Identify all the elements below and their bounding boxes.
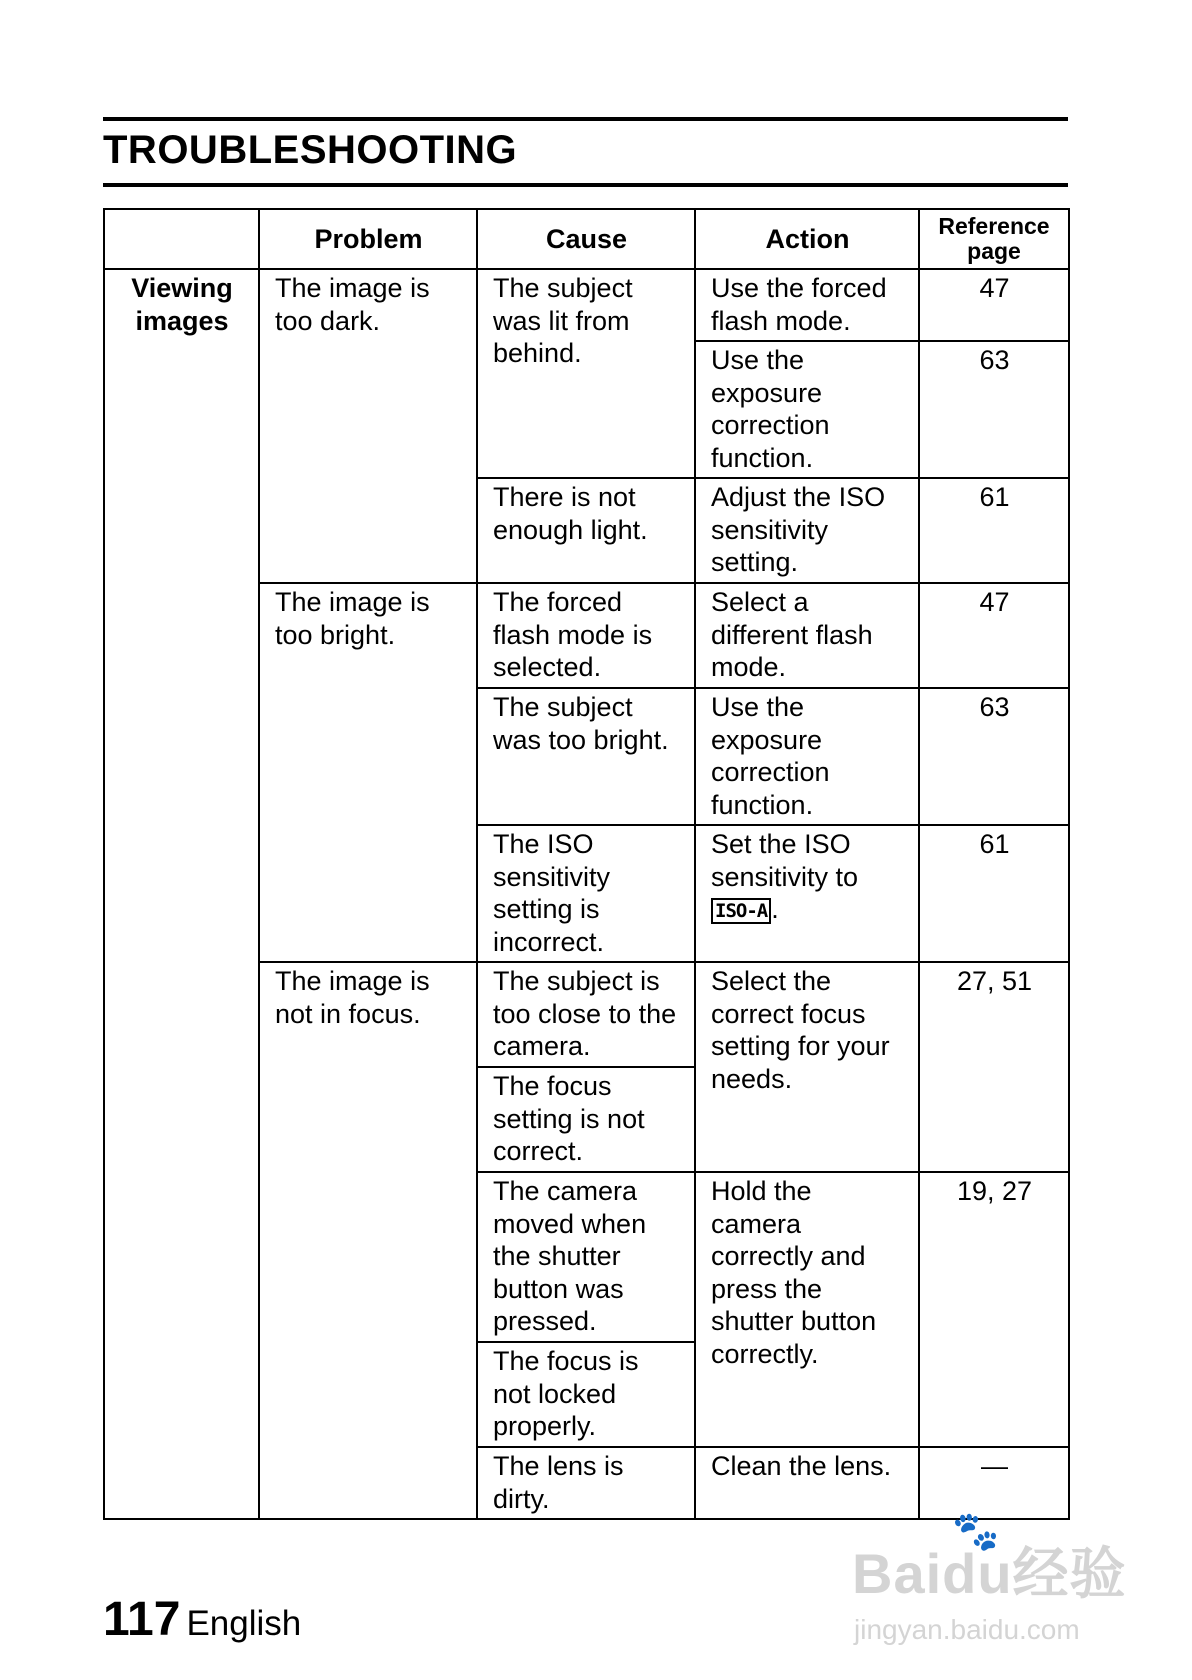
problem-cell: The image is too dark. bbox=[259, 269, 477, 583]
watermark-url: jingyan.baidu.com bbox=[854, 1614, 1080, 1645]
header-cause: Cause bbox=[477, 209, 695, 269]
cause-cell: The ISO sensitivity setting is incorrect. bbox=[477, 825, 695, 962]
table-header-row bbox=[104, 209, 1069, 269]
header-action: Action bbox=[695, 209, 919, 269]
cause-cell: The forced flash mode is selected. bbox=[477, 583, 695, 688]
reference-cell: 47 bbox=[919, 269, 1069, 341]
iso-auto-icon: ISO-A bbox=[711, 898, 771, 924]
watermark-logo: Baidu经验 bbox=[852, 1542, 1127, 1605]
cause-cell: There is not enough light. bbox=[477, 478, 695, 583]
reference-cell: 47 bbox=[919, 583, 1069, 688]
cause-cell: The subject is too close to the camera. bbox=[477, 962, 695, 1067]
page-language: English bbox=[186, 1604, 302, 1643]
header-category bbox=[104, 209, 259, 269]
category-cell: Viewing images bbox=[104, 269, 259, 1519]
baidu-watermark bbox=[852, 1511, 1132, 1652]
action-cell bbox=[695, 825, 919, 962]
cause-cell: The focus is not locked properly. bbox=[477, 1342, 695, 1447]
reference-cell: 27, 51 bbox=[919, 962, 1069, 1172]
action-cell: Select a different flash mode. bbox=[695, 583, 919, 688]
table-row bbox=[104, 269, 1069, 341]
cause-cell: The focus setting is not correct. bbox=[477, 1067, 695, 1172]
cause-cell: The subject was too bright. bbox=[477, 688, 695, 825]
header-reference-page: Reference page bbox=[919, 209, 1069, 269]
header-problem: Problem bbox=[259, 209, 477, 269]
reference-cell: 63 bbox=[919, 341, 1069, 478]
cause-cell: The camera moved when the shutter button was pressed. bbox=[477, 1172, 695, 1342]
reference-cell: 19, 27 bbox=[919, 1172, 1069, 1447]
page-title: TROUBLESHOOTING bbox=[103, 128, 518, 172]
action-cell: Select the correct focus setting for your needs. bbox=[695, 962, 919, 1172]
reference-cell: 61 bbox=[919, 478, 1069, 583]
title-underline bbox=[103, 183, 1068, 187]
action-text-end: . bbox=[771, 894, 779, 924]
reference-cell: 63 bbox=[919, 688, 1069, 825]
troubleshooting-table bbox=[103, 208, 1070, 1520]
action-cell: Use the forced flash mode. bbox=[695, 269, 919, 341]
page-footer bbox=[103, 1592, 301, 1647]
page-number: 117 bbox=[103, 1593, 181, 1646]
action-cell: Use the exposure correction function. bbox=[695, 341, 919, 478]
problem-cell: The image is not in focus. bbox=[259, 962, 477, 1519]
cause-cell: The subject was lit from behind. bbox=[477, 269, 695, 478]
action-cell: Clean the lens. bbox=[695, 1447, 919, 1519]
action-cell: Use the exposure correction function. bbox=[695, 688, 919, 825]
top-rule bbox=[103, 117, 1068, 121]
problem-cell: The image is too bright. bbox=[259, 583, 477, 962]
cause-cell: The lens is dirty. bbox=[477, 1447, 695, 1519]
action-cell: Hold the camera correctly and press the shutter button correctly. bbox=[695, 1172, 919, 1447]
paw-icon: 🐾 bbox=[952, 1511, 1000, 1553]
action-text: Set the ISO sensitivity to bbox=[711, 829, 859, 892]
reference-cell: 61 bbox=[919, 825, 1069, 962]
reference-cell: — bbox=[919, 1447, 1069, 1519]
action-cell: Adjust the ISO sensitivity setting. bbox=[695, 478, 919, 583]
